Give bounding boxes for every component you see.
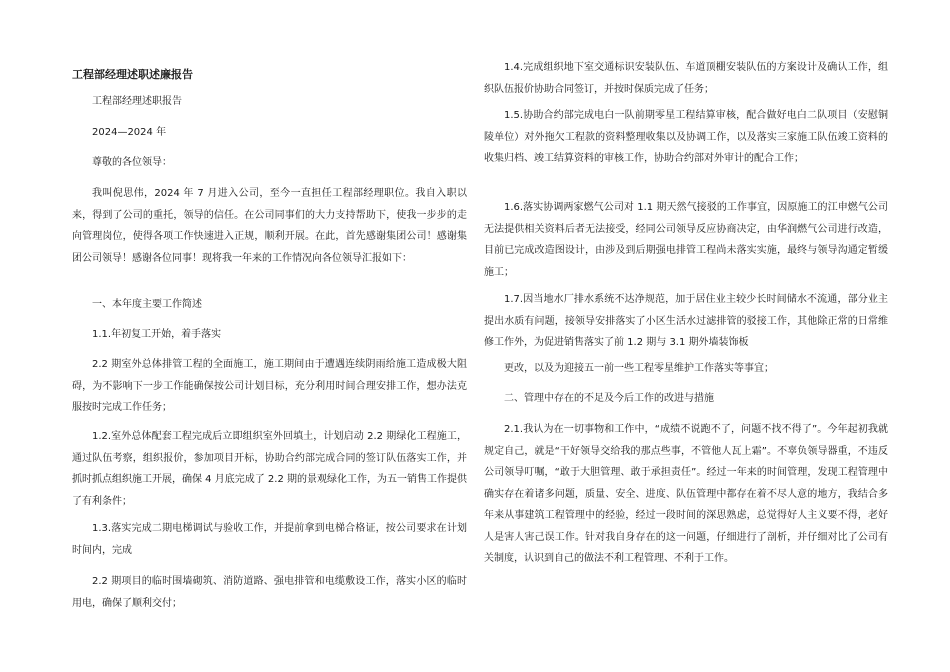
paragraph: 一、本年度主要工作简述 (92, 299, 202, 310)
paragraph: 2.2 期项目的临时围墙砌筑、消防道路、强电排管和电缆敷设工作，落实小区的临时用电，确保了顺利交付； (72, 576, 467, 609)
paragraph: 1.7.因当地水厂排水系统不达净规范，加于居住业主较少长时间储水不流通，部分业主提出水质有问题，接领导安排落实了小区生活水过滤排管的驳接工作，其他除正常的日常维修工作外，为促进销售落实了前 1.2 期与 3.1 期外墙装饰板 (484, 294, 888, 348)
paragraph: 2024—2024 年 (92, 127, 167, 138)
paragraph: 1.2.室外总体配套工程完成后立即组织室外回填土，计划启动 2.2 期绿化工程施工，通过队伍考察，组织报价，参加项目开标，协助合约部完成合同的签订队伍落实工作，并抓时抓点组织施工开展，确保 4 月底完成了 2.2 期的景观绿化工作，为五一销售工作提供了有利条件； (72, 431, 467, 507)
paragraph: 1.3.落实完成二期电梯调试与验收工作，并提前拿到电梯合格证，按公司要求在计划时间内，完成 (72, 523, 467, 556)
paragraph: 1.5.协助合约部完成电白一队前期零星工程结算审核，配合做好电白二队项目（安慰铜陵单位）对外拖欠工程款的资料整理收集以及协调工作，以及落实三家施工队伍竣工资料的收集归档、竣工结算资料的审核工作，协助合约部对外审计的配合工作； (484, 110, 888, 164)
paragraph: 工程部经理述职报告 (92, 96, 182, 107)
section-heading: 二、管理中存在的不足及今后工作的改进与措施 (504, 393, 714, 404)
paragraph: 2.2 期室外总体排管工程的全面施工，施工期间由于遭遇连续阴雨给施工造成极大阻碍，为不影响下一步工作能确保按公司计划目标，充分利用时间合理安排工作，想办法克服按时完成工作任务； (72, 359, 467, 413)
paragraph: 1.4.完成组织地下室交通标识安装队伍、车道顶棚安装队伍的方案设计及确认工作，组织队伍报价协助合同签订，并按时保质完成了任务； (484, 62, 888, 95)
document-title: 工程部经理述职述廉报告 (72, 68, 193, 81)
paragraph: 1.1.年初复工开始，着手落实 (92, 329, 222, 340)
paragraph: 更改，以及为迎接五一前一些工程零星维护工作落实等事宜； (504, 363, 774, 374)
paragraph: 尊敬的各位领导： (92, 157, 172, 168)
paragraph: 2.1.我认为在一切事物和工作中，“成绩不说跑不了，问题不找不得了”。今年起初我就规定自己，就是“干好领导交给我的那点些事，不管他人瓦上霜”。不辜负领导器重，不违反公司领导叮嘱，“敢于大胆管理、敢于承担责任”。经过一年来的时间管理，发现工程管理中确实存在着诸多问题，质量、安全、进度、队伍管理中都存在着不尽人意的地方，我结合多年来从事建筑工程管理中的经验，经过一段时间的深思熟虑，总觉得好人主义要不得，老好人是害人害己误工作。针对我自身存在的这一问题，仔细进行了剖析，并仔细对比了公司有关制度，认识到自己的做法不利工程管理、不利于工作。 (484, 424, 888, 564)
paragraph: 我叫倪思伟，2024 年 7 月进入公司，至今一直担任工程部经理职位。我自入职以来，得到了公司的重托，领导的信任。在公司同事们的大力支持帮助下，使我一步步的走向管理岗位，使得各项工作快速进入正规，顺利开展。在此，首先感谢集团公司！感谢集团公司领导！感谢各位同事！现将我一年来的工作情况向各位领导汇报如下： (72, 188, 467, 264)
paragraph: 1.6.落实协调两家燃气公司对 1.1 期天然气接驳的工作事宜，因原施工的江申燃气公司无法提供相关资料后者无法接受，经同公司领导反应协商决定，由华润燃气公司进行改造，目前已完成改造图设计，由涉及到后期强电排管工程尚未落实实施，最终与领导沟通定暂缓施工； (484, 202, 888, 278)
